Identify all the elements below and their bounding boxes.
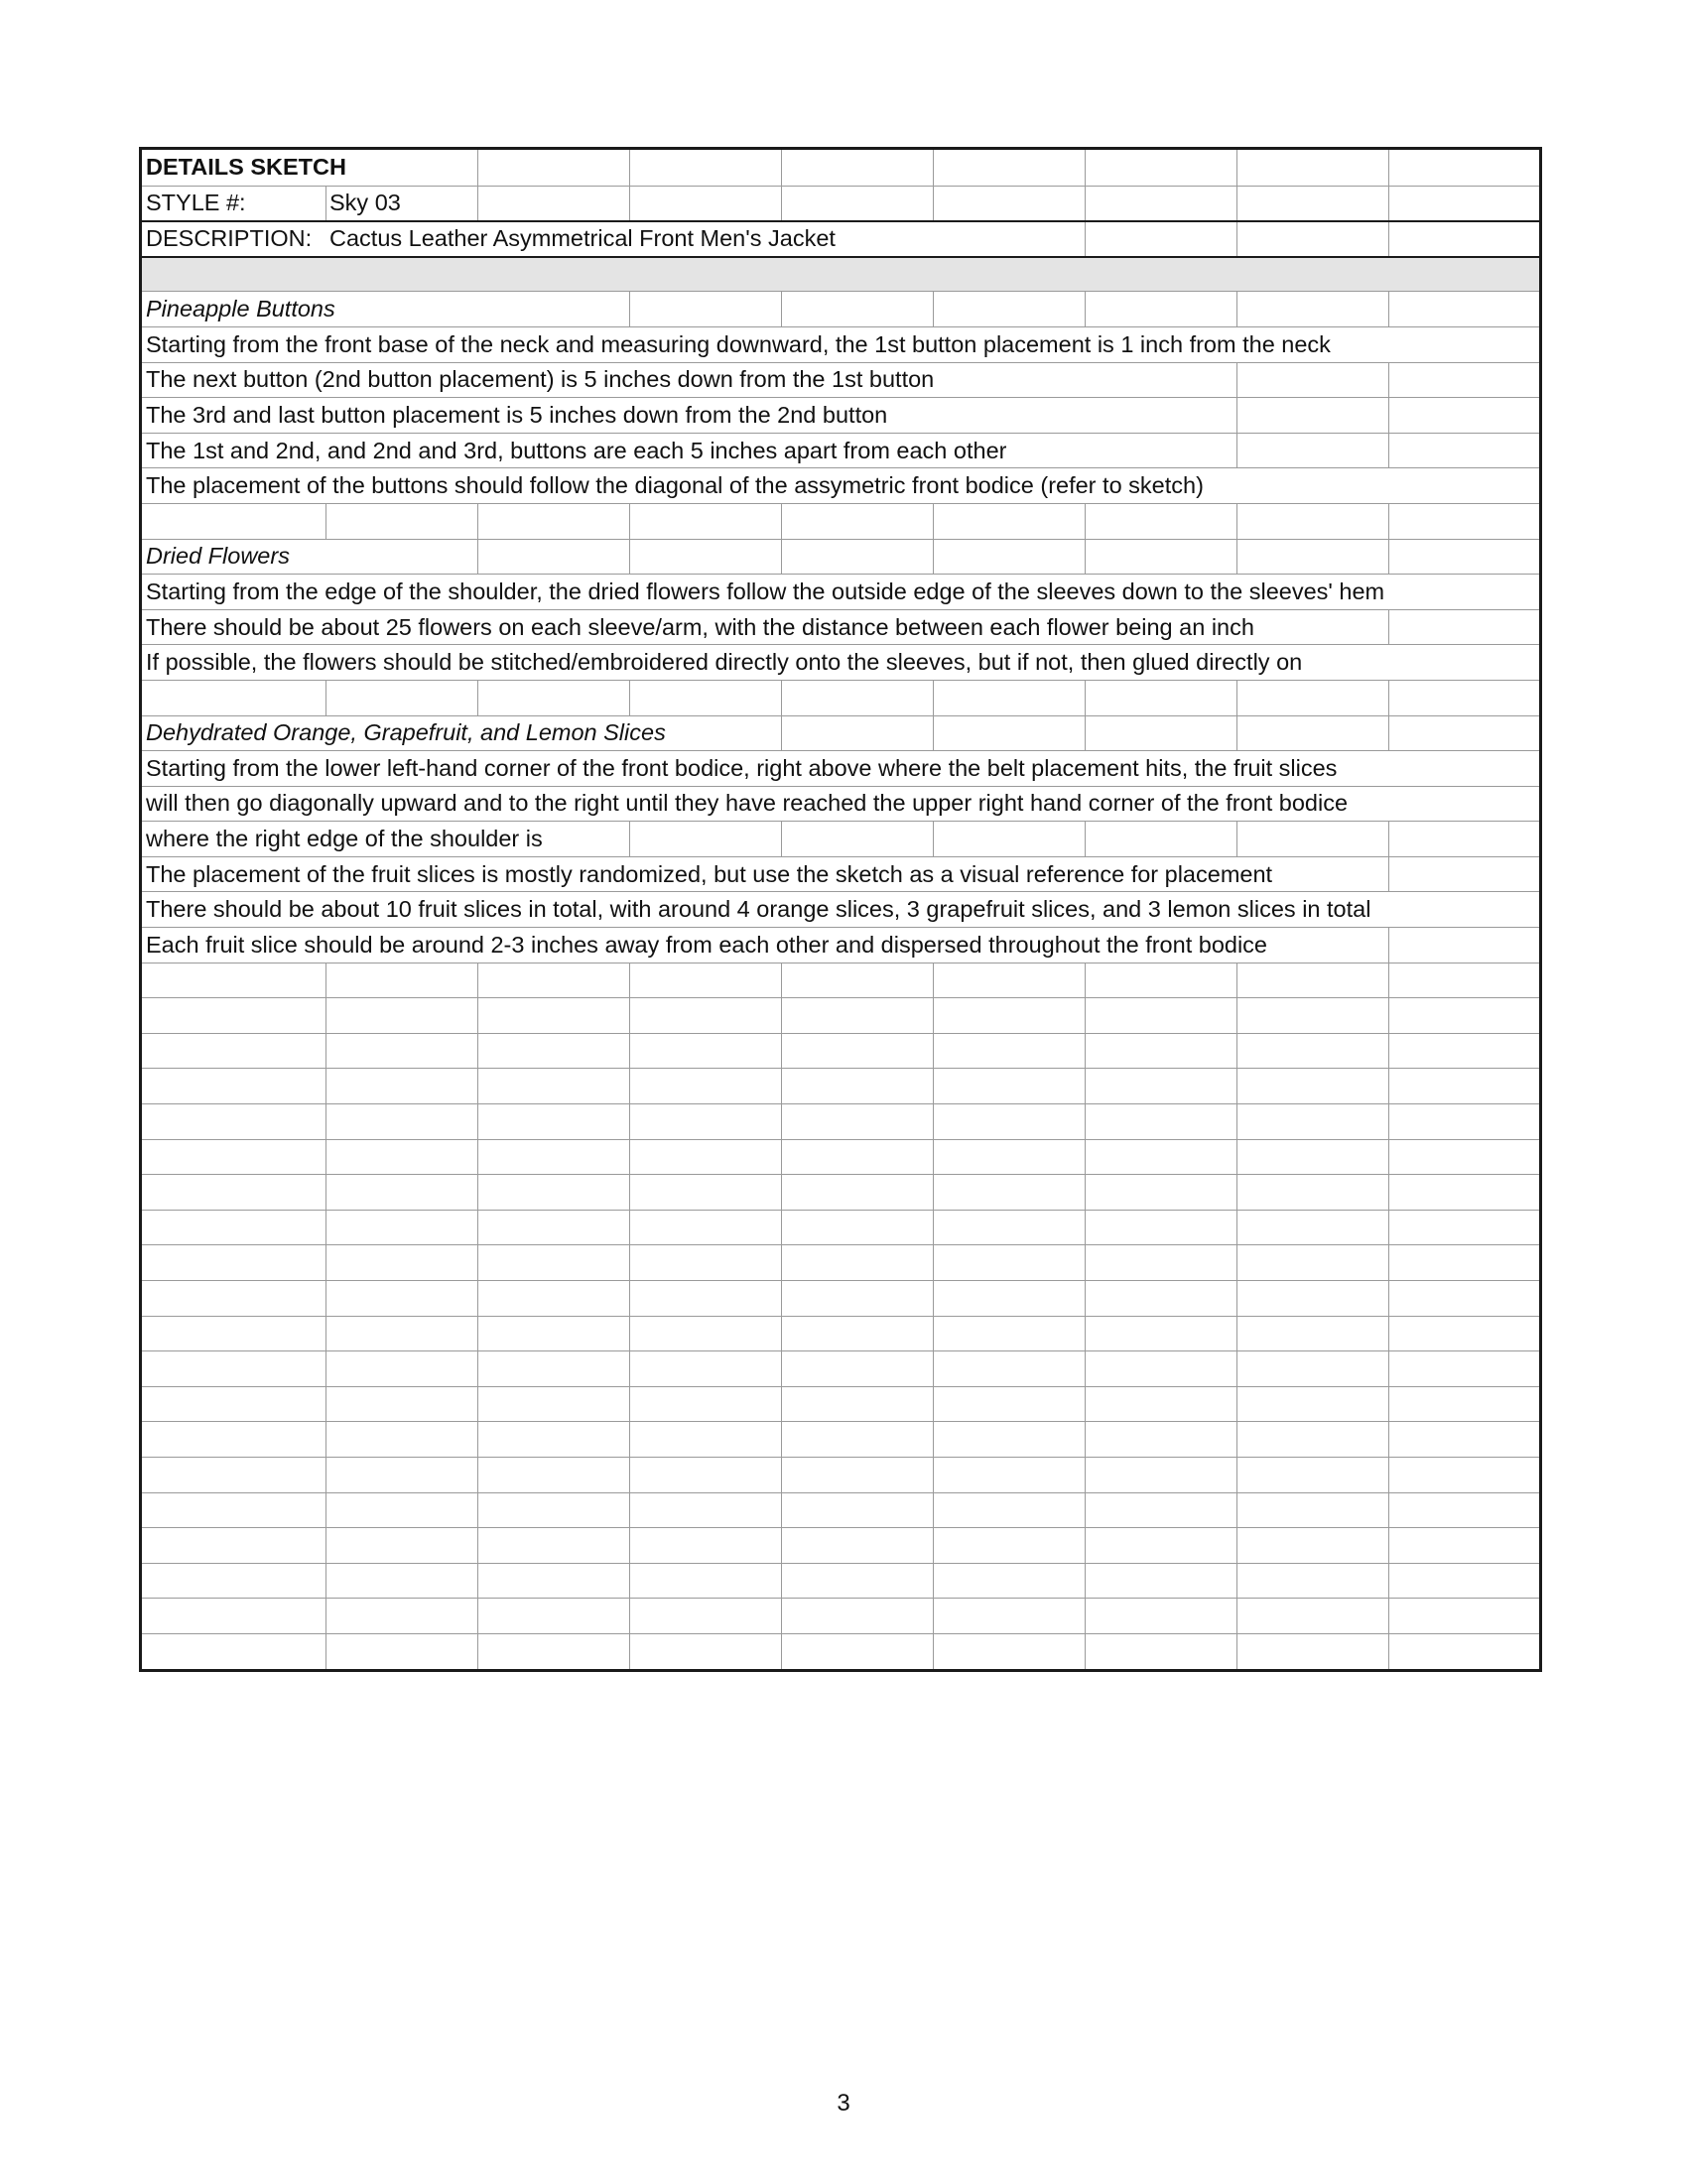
cell-divider [1388,222,1389,256]
empty-grid-row [142,1033,1539,1069]
cell-divider [325,1034,326,1069]
cell-divider [629,1211,630,1245]
cell-divider [629,1069,630,1103]
cell-divider [1388,363,1389,398]
cell-divider [1236,1175,1237,1210]
empty-grid-row [142,1421,1539,1457]
cell-divider [1085,1281,1086,1316]
cell-divider [1388,540,1389,575]
cell-divider [1236,1634,1237,1669]
cell-divider [933,1493,934,1528]
cell-divider [629,964,630,998]
empty-grid-row [142,1457,1539,1492]
page-number: 3 [837,2090,850,2117]
empty-grid-row [142,1139,1539,1175]
cell-divider [781,1317,782,1351]
cell-divider [629,1493,630,1528]
cell-divider [1085,504,1086,539]
cell-divider [781,998,782,1033]
cell-divider [933,187,934,221]
cell-divider [1085,1387,1086,1422]
cell-divider [933,1634,934,1669]
style-label: STYLE #: [146,187,246,221]
detail-text: Starting from the lower left-hand corner of the front bodice, right above where the belt placement hits, the fruit slices [146,751,1337,786]
cell-divider [1388,1599,1389,1633]
cell-divider [933,1281,934,1316]
cell-divider [1388,610,1389,645]
cell-divider [1388,1140,1389,1175]
cell-divider [629,1387,630,1422]
empty-grid-row [142,997,1539,1033]
cell-divider [477,1069,478,1103]
cell-divider [477,998,478,1033]
detail-text: The placement of the buttons should follow the diagonal of the assymetric front bodice (refer to sketch) [146,468,1204,503]
cell-divider [325,187,326,221]
detail-row [142,609,1539,645]
empty-grid-row [142,1068,1539,1103]
empty-grid-row [142,1492,1539,1528]
cell-divider [933,540,934,575]
cell-divider [1236,1387,1237,1422]
cell-divider [477,1104,478,1139]
cell-divider [1236,1564,1237,1599]
cell-divider [629,1634,630,1669]
cell-divider [1085,1069,1086,1103]
cell-divider [477,1351,478,1386]
cell-divider [1236,1493,1237,1528]
cell-divider [629,822,630,856]
cell-divider [933,1422,934,1457]
detail-row [142,362,1539,398]
cell-divider [629,1034,630,1069]
cell-divider [1388,1351,1389,1386]
cell-divider [1236,1034,1237,1069]
cell-divider [781,1528,782,1563]
empty-grid-row [142,1350,1539,1386]
cell-divider [781,150,782,186]
cell-divider [933,1528,934,1563]
empty-grid-row [142,1210,1539,1245]
cell-divider [477,540,478,575]
cell-divider [781,1351,782,1386]
separator-row [142,256,1539,292]
cell-divider [1236,1317,1237,1351]
cell-divider [781,1564,782,1599]
cell-divider [933,1564,934,1599]
cell-divider [933,1458,934,1492]
cell-divider [933,1175,934,1210]
cell-divider [933,292,934,326]
cell-divider [325,964,326,998]
cell-divider [477,681,478,715]
detail-text: will then go diagonally upward and to the right until they have reached the upper right hand corner of the front bodice [146,787,1348,822]
detail-row [142,326,1539,362]
empty-grid-row [142,1527,1539,1563]
cell-divider [629,998,630,1033]
empty-grid-row [142,1386,1539,1422]
cell-divider [781,1175,782,1210]
cell-divider [1085,1634,1086,1669]
cell-divider [1085,1422,1086,1457]
cell-divider [477,504,478,539]
cell-divider [781,1422,782,1457]
cell-divider [1085,1211,1086,1245]
detail-text: If possible, the flowers should be stitched/embroidered directly onto the sleeves, but if not, then glued directly on [146,645,1302,680]
cell-divider [1388,1387,1389,1422]
cell-divider [477,1422,478,1457]
cell-divider [933,1317,934,1351]
cell-divider [1236,187,1237,221]
cell-divider [1388,1104,1389,1139]
cell-divider [325,998,326,1033]
cell-divider [325,1387,326,1422]
header-row [142,150,1539,186]
cell-divider [1236,1211,1237,1245]
cell-divider [629,1458,630,1492]
section-heading: Dehydrated Orange, Grapefruit, and Lemon Slices [146,716,666,751]
cell-divider [477,1528,478,1563]
cell-divider [477,1211,478,1245]
cell-divider [933,1069,934,1103]
cell-divider [629,1351,630,1386]
cell-divider [325,1599,326,1633]
section-heading: Pineapple Buttons [146,292,335,326]
cell-divider [933,681,934,715]
cell-divider [1085,187,1086,221]
cell-divider [477,1599,478,1633]
cell-divider [1388,1564,1389,1599]
cell-divider [629,1599,630,1633]
cell-divider [1085,1528,1086,1563]
cell-divider [477,1175,478,1210]
detail-row [142,433,1539,468]
cell-divider [1388,1528,1389,1563]
detail-row [142,750,1539,786]
cell-divider [1236,964,1237,998]
cell-divider [1085,1493,1086,1528]
cell-divider [1388,716,1389,751]
cell-divider [1085,222,1086,256]
detail-row [142,644,1539,680]
cell-divider [325,1493,326,1528]
detail-text: The 3rd and last button placement is 5 inches down from the 2nd button [146,398,887,433]
cell-divider [781,187,782,221]
cell-divider [1388,998,1389,1033]
cell-divider [933,964,934,998]
section-heading: Dried Flowers [146,540,290,575]
cell-divider [477,1281,478,1316]
cell-divider [325,1175,326,1210]
cell-divider [325,1245,326,1280]
detail-text: where the right edge of the shoulder is [146,822,543,856]
detail-rows [142,291,1539,1668]
cell-divider [325,1104,326,1139]
cell-divider [1236,1245,1237,1280]
cell-divider [1085,1599,1086,1633]
cell-divider [781,716,782,751]
cell-divider [1085,1317,1086,1351]
cell-divider [1236,998,1237,1033]
detail-row [142,574,1539,609]
cell-divider [781,1245,782,1280]
cell-divider [325,1211,326,1245]
cell-divider [933,822,934,856]
cell-divider [1236,540,1237,575]
cell-divider [1388,1422,1389,1457]
empty-grid-row [142,1103,1539,1139]
cell-divider [477,1458,478,1492]
cell-divider [1085,822,1086,856]
cell-divider [477,1245,478,1280]
detail-row [142,856,1539,892]
cell-divider [629,504,630,539]
cell-divider [1388,1281,1389,1316]
cell-divider [629,681,630,715]
cell-divider [477,1034,478,1069]
detail-text: Starting from the front base of the neck and measuring downward, the 1st button placement is 1 inch from the neck [146,327,1331,362]
cell-divider [781,822,782,856]
empty-grid-row [142,963,1539,998]
cell-divider [1388,1493,1389,1528]
cell-divider [933,504,934,539]
cell-divider [1085,1458,1086,1492]
cell-divider [325,1140,326,1175]
description-value: Cactus Leather Asymmetrical Front Men's Jacket [329,222,836,256]
cell-divider [933,1599,934,1633]
empty-grid-row [142,1598,1539,1633]
cell-divider [1085,1245,1086,1280]
cell-divider [1236,1458,1237,1492]
cell-divider [1085,540,1086,575]
cell-divider [325,1458,326,1492]
style-value: Sky 03 [329,187,401,221]
cell-divider [1085,1140,1086,1175]
cell-divider [1388,434,1389,468]
detail-text: There should be about 25 flowers on each sleeve/arm, with the distance between each flower being an inch [146,610,1254,645]
detail-row [142,539,1539,575]
cell-divider [933,1140,934,1175]
cell-divider [1388,1458,1389,1492]
details-sketch-title: DETAILS SKETCH [146,150,346,186]
detail-text: Starting from the edge of the shoulder, the dried flowers follow the outside edge of the sleeves down to the sleeves' hem [146,575,1384,609]
cell-divider [477,1387,478,1422]
cell-divider [781,1458,782,1492]
cell-divider [629,1528,630,1563]
cell-divider [1236,292,1237,326]
cell-divider [1236,1281,1237,1316]
cell-divider [325,681,326,715]
cell-divider [781,1140,782,1175]
cell-divider [1236,716,1237,751]
cell-divider [1388,928,1389,963]
cell-divider [1085,964,1086,998]
empty-grid-row [142,1244,1539,1280]
cell-divider [629,1564,630,1599]
detail-row [142,291,1539,326]
blank-row [142,503,1539,539]
cell-divider [477,1493,478,1528]
cell-divider [1388,964,1389,998]
style-row [142,186,1539,221]
cell-divider [1236,1069,1237,1103]
cell-divider [1085,1175,1086,1210]
cell-divider [1236,1422,1237,1457]
cell-divider [325,1351,326,1386]
cell-divider [933,1245,934,1280]
cell-divider [629,1175,630,1210]
cell-divider [1236,822,1237,856]
cell-divider [1388,1211,1389,1245]
cell-divider [1388,1245,1389,1280]
cell-divider [629,1422,630,1457]
cell-divider [781,1493,782,1528]
cell-divider [629,292,630,326]
cell-divider [1085,1351,1086,1386]
cell-divider [1085,292,1086,326]
cell-divider [477,1317,478,1351]
cell-divider [1388,681,1389,715]
cell-divider [629,540,630,575]
cell-divider [629,1317,630,1351]
cell-divider [477,187,478,221]
cell-divider [1085,1104,1086,1139]
empty-grid-row [142,1563,1539,1599]
cell-divider [781,1034,782,1069]
cell-divider [1236,1599,1237,1633]
cell-divider [1388,1069,1389,1103]
details-sketch-table [139,147,1542,1672]
cell-divider [325,1564,326,1599]
cell-divider [477,1140,478,1175]
cell-divider [781,1281,782,1316]
cell-divider [477,964,478,998]
cell-divider [1236,1104,1237,1139]
cell-divider [1388,1634,1389,1669]
cell-divider [933,1351,934,1386]
cell-divider [933,1034,934,1069]
cell-divider [781,1599,782,1633]
cell-divider [325,504,326,539]
cell-divider [1388,1034,1389,1069]
detail-row [142,891,1539,927]
cell-divider [325,1634,326,1669]
cell-divider [781,1104,782,1139]
cell-divider [781,1069,782,1103]
empty-grid-row [142,1280,1539,1316]
cell-divider [933,1211,934,1245]
cell-divider [325,1317,326,1351]
detail-row [142,786,1539,822]
cell-divider [1085,150,1086,186]
empty-grid-row [142,1633,1539,1669]
cell-divider [629,187,630,221]
cell-divider [1388,504,1389,539]
cell-divider [1236,1351,1237,1386]
cell-divider [1085,716,1086,751]
cell-divider [629,150,630,186]
description-label: DESCRIPTION: [146,222,312,256]
cell-divider [477,1564,478,1599]
detail-row [142,715,1539,751]
cell-divider [781,1211,782,1245]
detail-row [142,467,1539,503]
blank-row [142,680,1539,715]
cell-divider [325,1069,326,1103]
cell-divider [1388,822,1389,856]
detail-row [142,927,1539,963]
cell-divider [1236,398,1237,433]
cell-divider [781,1387,782,1422]
empty-grid-row [142,1174,1539,1210]
cell-divider [781,1634,782,1669]
cell-divider [1388,1317,1389,1351]
cell-divider [1085,1034,1086,1069]
cell-divider [1388,150,1389,186]
cell-divider [477,1634,478,1669]
cell-divider [629,1245,630,1280]
empty-grid-row [142,1316,1539,1351]
cell-divider [781,504,782,539]
detail-text: Each fruit slice should be around 2-3 inches away from each other and dispersed throughout the front bodice [146,928,1267,963]
detail-row [142,397,1539,433]
cell-divider [1388,857,1389,892]
cell-divider [1236,434,1237,468]
detail-text: The next button (2nd button placement) is 5 inches down from the 1st button [146,363,934,398]
cell-divider [325,1422,326,1457]
cell-divider [1388,292,1389,326]
detail-text: The placement of the fruit slices is mostly randomized, but use the sketch as a visual reference for placement [146,857,1272,892]
cell-divider [477,150,478,186]
cell-divider [1236,1528,1237,1563]
cell-divider [1236,150,1237,186]
cell-divider [1085,998,1086,1033]
cell-divider [781,681,782,715]
cell-divider [1236,363,1237,398]
cell-divider [933,716,934,751]
cell-divider [933,150,934,186]
cell-divider [781,292,782,326]
cell-divider [629,1104,630,1139]
cell-divider [1085,1564,1086,1599]
cell-divider [1085,681,1086,715]
cell-divider [1388,398,1389,433]
cell-divider [325,1281,326,1316]
cell-divider [325,1528,326,1563]
cell-divider [1236,222,1237,256]
cell-divider [781,964,782,998]
cell-divider [933,1387,934,1422]
cell-divider [1236,681,1237,715]
cell-divider [781,540,782,575]
cell-divider [1388,1175,1389,1210]
cell-divider [1236,504,1237,539]
cell-divider [629,1281,630,1316]
cell-divider [629,1140,630,1175]
detail-text: There should be about 10 fruit slices in total, with around 4 orange slices, 3 grapefruit slices, and 3 lemon slices in total [146,892,1370,927]
cell-divider [933,998,934,1033]
detail-row [142,821,1539,856]
detail-text: The 1st and 2nd, and 2nd and 3rd, buttons are each 5 inches apart from each other [146,434,1006,468]
description-row [142,220,1539,256]
cell-divider [1388,187,1389,221]
cell-divider [933,1104,934,1139]
cell-divider [1236,1140,1237,1175]
